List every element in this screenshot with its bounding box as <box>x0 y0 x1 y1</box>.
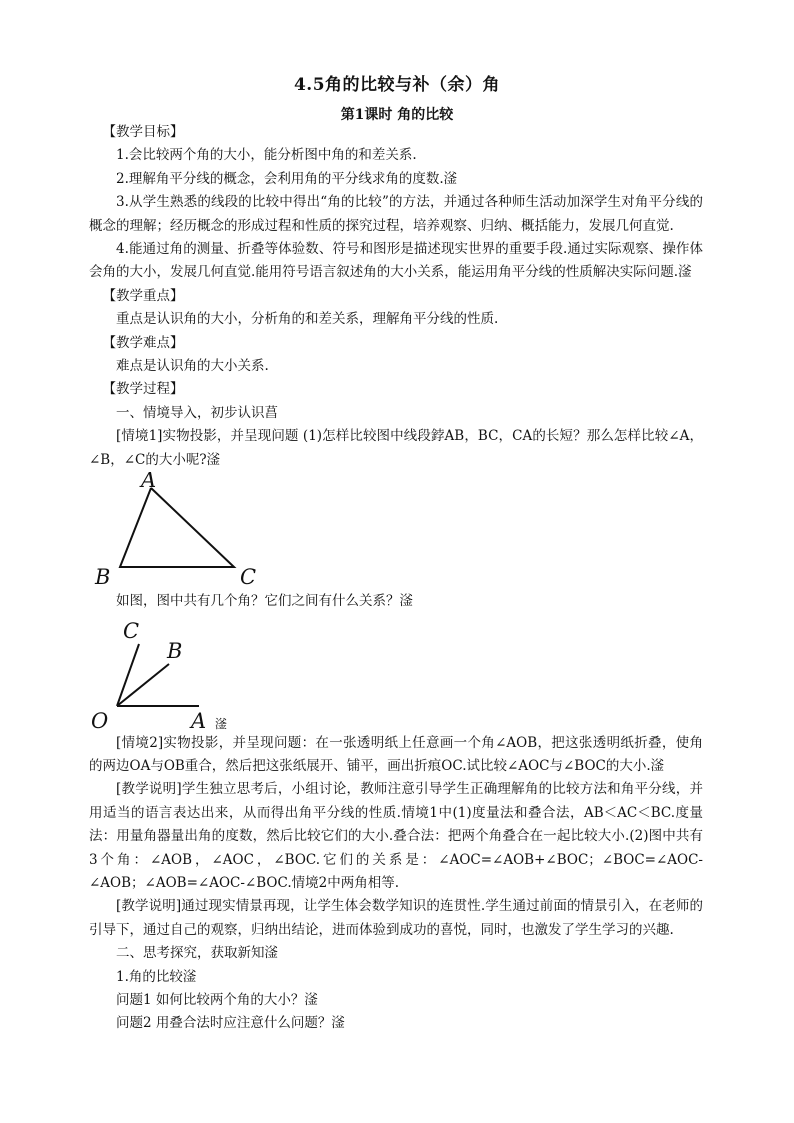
goal-item: 1.会比较两个角的大小，能分析图中角的和差关系. <box>116 147 417 164</box>
teaching-note-1: [教学说明]学生独立思考后，小组讨论，教师注意引导学生正确理解角的比较方法和角平分线，并用适当的语言表达出来，从而得出角平分线的性质.情境1中(1)度量法和叠合法，AB＜AC＜BC.度量法：用量角器量出角的度数，然后比较它们的大小.叠合法：把两个角叠合在一起比较大小.(2)图中共有3个角：∠AOB，∠AOC，∠BOC.它们的关系是：∠AOC=∠AOB+∠BOC；∠BOC=∠AOC-∠AOB；∠AOB=∠AOC-∠BOC.情境2中两角相等. <box>89 781 703 891</box>
section-heading-key: 【教学重点】 <box>102 287 184 304</box>
subsection-angle-comparison: 1.角的比较滏 <box>116 968 197 985</box>
figure-mark: 滏 <box>215 716 228 731</box>
question-1: 问题1 如何比较两个角的大小？滏 <box>116 991 318 1008</box>
section-heading-difficulty: 【教学难点】 <box>102 334 184 351</box>
figure-question: 如图，图中共有几个角？它们之间有什么关系？滏 <box>116 593 413 610</box>
process-section-2: 二、思考探究，获取新知滏 <box>116 945 278 962</box>
difficulty-text: 难点是认识角的大小关系. <box>116 358 269 375</box>
question-2: 问题2 用叠合法时应注意什么问题？滏 <box>116 1015 345 1032</box>
ray-label-a: A <box>191 708 207 732</box>
page-subtitle: 第1课时 角的比较 <box>340 107 454 123</box>
angle-diagram <box>89 614 389 732</box>
key-point-text: 重点是认识角的大小，分析角的和差关系，理解角平分线的性质. <box>116 311 499 328</box>
goal-item: 2.理解角平分线的概念，会利用角的平分线求角的度数.滏 <box>116 170 458 187</box>
ray-label-b: B <box>167 638 183 663</box>
angle-figure <box>89 614 703 732</box>
triangle-figure <box>89 472 703 590</box>
goal-item: 4.能通过角的测量、折叠等体验数、符号和图形是描述现实世界的重要手段.通过实际观察、操作体会角的大小，发展几何直觉.能用符号语言叙述角的大小关系，能运用角平分线的性质解决实际问题.滏 <box>89 241 703 281</box>
section-heading-goals: 【教学目标】 <box>102 124 184 140</box>
scene-2-text: [情境2]实物投影，并呈现问题：在一张透明纸上任意画一个角∠AOB，把这张透明纸折叠，使角的两边OA与OB重合，然后把这张纸展开、铺平，画出折痕OC.试比较∠AOC与∠BOC的大小.滏 <box>89 734 703 774</box>
vertex-label-a: A <box>141 472 157 493</box>
teaching-note-2: [教学说明]通过现实情景再现，让学生体会数学知识的连贯性.学生通过前面的情景引入，在老师的引导下，通过自己的观察，归纳出结论，进而体验到成功的喜悦，同时，也激发了学生学习的兴趣. <box>89 898 703 938</box>
vertex-label-b: B <box>95 565 111 590</box>
goal-item: 3.从学生熟悉的线段的比较中得出“角的比较”的方法，并通过各种师生活动加深学生对角平分线的概念的理解；经历概念的形成过程和性质的探究过程，培养观察、归纳、概括能力，发展几何直觉. <box>89 194 703 234</box>
page-title: 4.5角的比较与补（余）角 <box>293 75 501 95</box>
vertex-label-c: C <box>240 565 257 590</box>
ray-label-c: C <box>123 618 140 643</box>
process-section-1: 一、情境导入，初步认识菖 <box>116 404 278 421</box>
lesson-content <box>89 121 703 1036</box>
scene-1-text: [情境1]实物投影，并呈现问题 (1)怎样比较图中线段鋍AB，BC，CA的长短？那么怎样比较∠A，∠B，∠C的大小呢?滏 <box>89 428 703 468</box>
triangle-diagram <box>89 472 389 590</box>
section-heading-process: 【教学过程】 <box>102 381 184 398</box>
vertex-label-o: O <box>91 708 109 732</box>
